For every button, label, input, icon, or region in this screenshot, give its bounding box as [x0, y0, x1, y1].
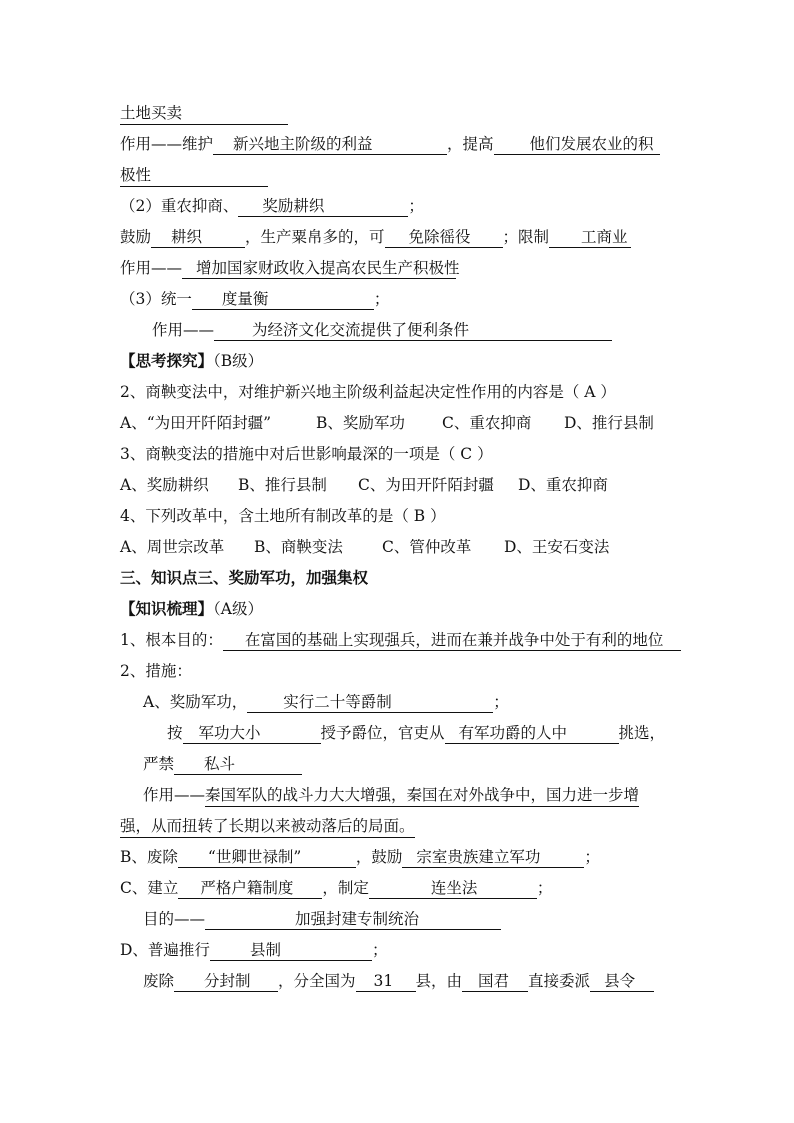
section-heading-knowledge: 【知识梳理】（A级） [120, 599, 263, 618]
answer-blank: 加强封建专制统治 [205, 908, 501, 930]
line-effect-1: 作用——维护 新兴地主阶级的利益 ，提高 他们发展农业的积 [120, 131, 680, 157]
section-heading-3: 三、知识点三、奖励军功，加强集权 [120, 568, 369, 587]
line-purpose: 1、根本目的： 在富国的基础上实现强兵，进而在兼并战争中处于有利的地位 [120, 627, 680, 653]
answer-blank: 新兴地主阶级的利益 [213, 133, 447, 155]
line-item-3: （3）统一 度量衡 ； [120, 290, 390, 308]
answer-blank: 秦国军队的战斗力大大增强，秦国在对外战争中，国力进一步增 [205, 784, 639, 807]
line-item-2: （2）重农抑商、 奖励耕织 ； [120, 197, 424, 215]
line-effect-4-cont [120, 813, 680, 839]
answer-blank: 县令 [590, 970, 654, 992]
answer-blank: 耕织 [151, 226, 245, 248]
answer-blank: 宗室贵族建立军功 [402, 846, 584, 868]
line-effect-1-cont [120, 162, 680, 188]
answer-blank: 强，从而扭转了长期以来被动落后的局面。 [120, 815, 415, 838]
line-abolish: 废除 分封制 ，分全国为 31 县，由 国君 直接委派 县令 [143, 968, 680, 994]
answer-blank: 私斗 [174, 753, 302, 775]
line-measures: 2、措施： [120, 662, 192, 680]
answer-blank: 31 [356, 970, 416, 992]
line-effect-4: 作用——秦国军队的战斗力大大增强，秦国在对外战争中，国力进一步增 [143, 782, 678, 808]
answer-blank: 军功大小 [183, 722, 321, 744]
line-forbid: 严禁 私斗 [143, 751, 703, 777]
answer-blank: 国君 [462, 970, 528, 992]
question-4: 4、下列改革中，含土地所有制改革的是（ B ） [120, 507, 446, 525]
answer-blank: 度量衡 [192, 288, 374, 310]
answer-blank: 增加国家财政收入提高农民生产积极性 [182, 257, 456, 279]
question-3-options: A、奖励耕织 B、推行县制 C、为田开阡陌封疆 D、重农抑商 [120, 476, 608, 494]
answer-blank: 严格户籍制度 [178, 877, 322, 899]
line-effect-2: 作用—— 增加国家财政收入提高农民生产积极性 [120, 259, 460, 277]
answer-blank: 连坐法 [369, 877, 537, 899]
answer-blank: 他们发展农业的积 [494, 133, 660, 155]
answer-blank: 免除徭役 [385, 226, 503, 248]
answer-blank: 在富国的基础上实现强兵，进而在兼并战争中处于有利的地位 [223, 629, 681, 651]
question-2-options: A、“为田开阡陌封疆” B、奖励军功 C、重农抑商 D、推行县制 [120, 414, 654, 432]
line-land-trade [120, 100, 680, 126]
answer-blank: 极性 [120, 164, 268, 187]
answer-blank: 县制 [210, 939, 372, 961]
question-2: 2、商鞅变法中，对维护新兴地主阶级利益起决定性作用的内容是（ A ） [120, 383, 616, 401]
line-rank: 按 军功大小 授予爵位，官吏从 有军功爵的人中 挑选， [167, 724, 666, 742]
answer-blank: 有军功爵的人中 [445, 722, 619, 744]
answer-blank: 奖励耕织 [238, 195, 408, 217]
answer-blank: “世卿世禄制” [178, 846, 356, 868]
line-measure-c: C、建立 严格户籍制度 ，制定 连坐法 ； [120, 879, 553, 897]
answer-blank: 为经济文化交流提供了便利条件 [214, 319, 612, 341]
line-effect-3: 作用—— 为经济文化交流提供了便利条件 [152, 317, 712, 343]
line-measure-b: B、废除 “世卿世禄制” ，鼓励 宗室贵族建立军功 ； [120, 848, 600, 866]
answer-blank: 实行二十等爵制 [247, 691, 493, 713]
answer-blank: 工商业 [549, 226, 631, 248]
line-goal: 目的—— 加强封建专制统治 [143, 906, 703, 932]
answer-blank: 分封制 [174, 970, 278, 992]
section-heading-think: 【思考探究】（B级） [120, 351, 264, 370]
line-encourage: 鼓励 耕织 ，生产粟帛多的，可 免除徭役 ；限制 工商业 [120, 224, 680, 250]
line-measure-a: A、奖励军功， 实行二十等爵制 ； [143, 693, 509, 711]
question-3: 3、商鞅变法的措施中对后世影响最深的一项是（ C ） [120, 445, 493, 463]
answer-blank: 土地买卖 [120, 102, 288, 125]
question-4-options: A、周世宗改革 B、商鞅变法 C、管仲改革 D、王安石变法 [120, 538, 610, 556]
line-measure-d: D、普遍推行 县制 ； [120, 941, 388, 959]
